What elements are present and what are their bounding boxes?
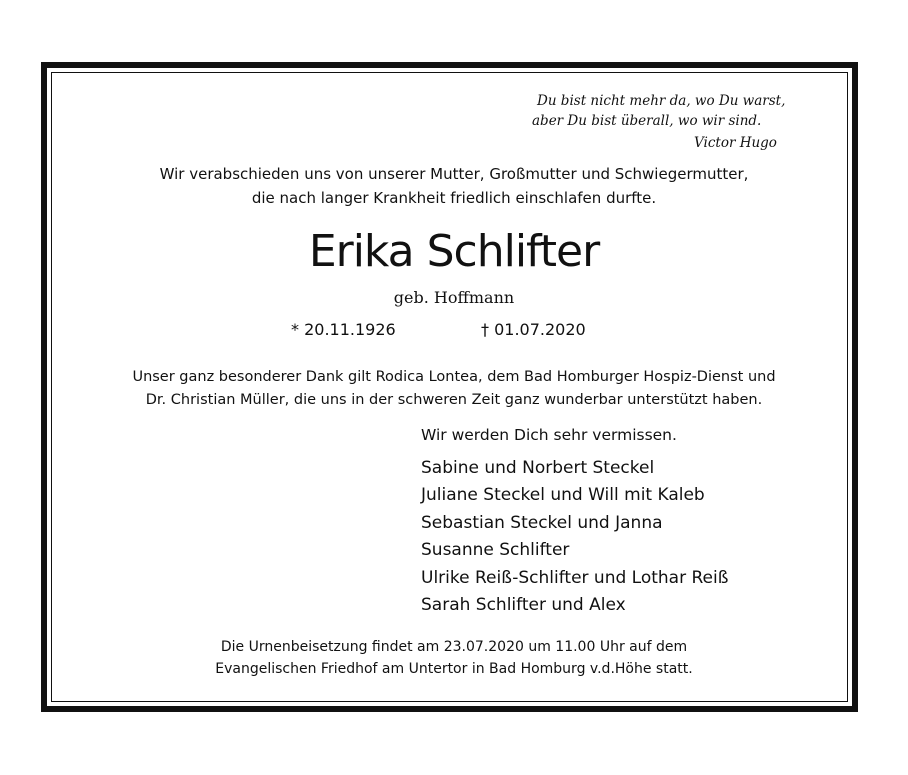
quote-line-1: Du bist nicht mehr da, wo Du warst, (537, 93, 786, 109)
family-member: Susanne Schlifter (421, 540, 570, 560)
family-member: Sarah Schlifter und Alex (421, 595, 626, 615)
birth-date: * 20.11.1926 (291, 320, 396, 339)
death-date: † 01.07.2020 (481, 320, 586, 339)
quote-author: Victor Hugo (694, 135, 777, 151)
burial-line-1: Die Urnenbeisetzung findet am 23.07.2020 um 11.00 Uhr auf dem (220, 639, 688, 655)
intro-line-1: Wir verabschieden uns von unserer Mutter, Großmutter und Schwiegermutter, (159, 165, 749, 183)
thanks-line-1: Unser ganz besonderer Dank gilt Rodica Lontea, dem Bad Homburger Hospiz-Dienst und (132, 369, 776, 385)
thanks-line-2: Dr. Christian Müller, die uns in der schweren Zeit ganz wunderbar unterstützt haben. (145, 392, 763, 408)
intro-line-2: die nach langer Krankheit friedlich einschlafen durfte. (251, 189, 657, 207)
quote-line-2: aber Du bist überall, wo wir sind. (532, 113, 762, 129)
family-section (421, 422, 728, 620)
miss-line: Wir werden Dich sehr vermissen. (421, 426, 677, 444)
family-member: Ulrike Reiß-Schlifter und Lothar Reiß (421, 567, 729, 588)
deceased-name: Erika Schlifter (308, 226, 600, 277)
family-member: Sebastian Steckel und Janna (421, 512, 663, 533)
burial-line-2: Evangelischen Friedhof am Untertor in Bad Homburg v.d.Höhe statt. (215, 661, 693, 677)
family-member: Juliane Steckel und Will mit Kaleb (421, 485, 705, 505)
maiden-name: geb. Hoffmann (393, 288, 515, 307)
family-member: Sabine und Norbert Steckel (421, 457, 655, 478)
